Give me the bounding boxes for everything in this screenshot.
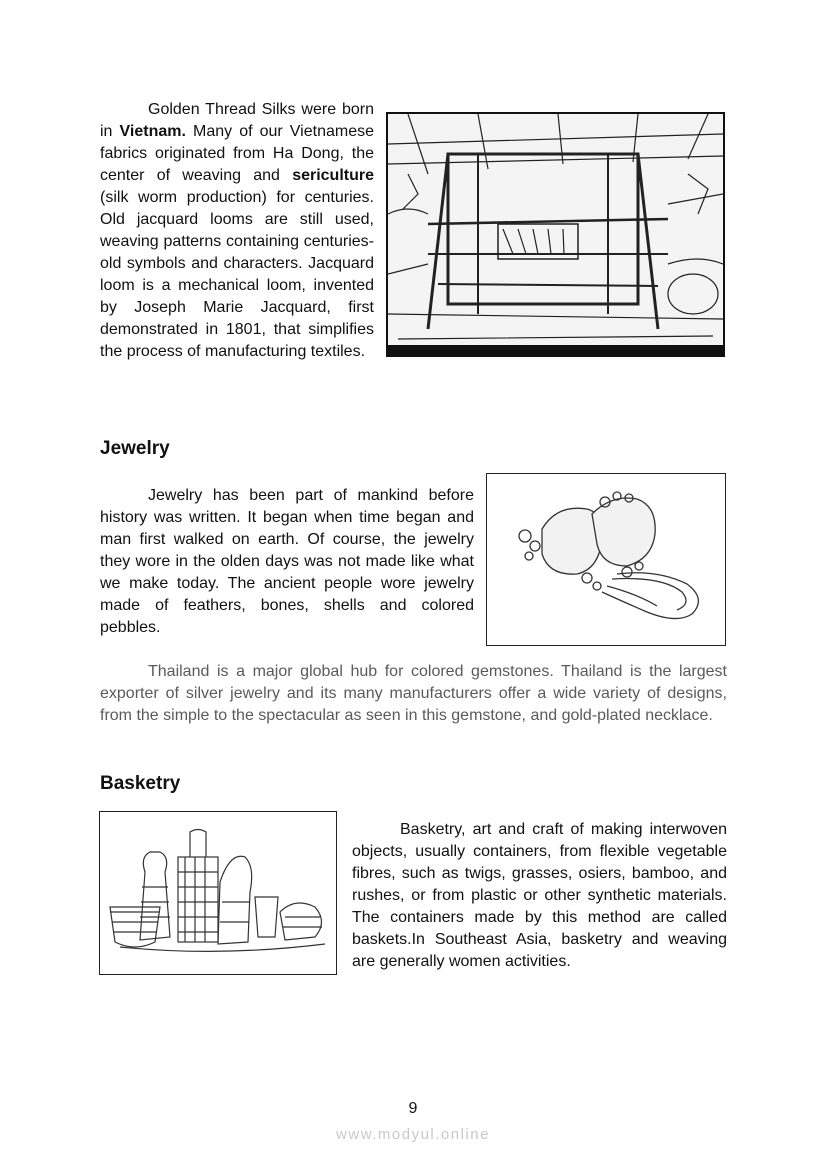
baskets-sketch [100,812,335,973]
jacquard-loom-image [386,112,725,357]
thailand-paragraph: Thailand is a major global hub for colored gemstones. Thailand is the largest exporter of silver jewelry and its many manufacturers offer a wide variety of designs, from the simple to the spectacular as seen in this gemstone, and gold-plated necklace. [100,663,727,724]
basketry-paragraph: Basketry, art and craft of making interwoven objects, usually containers, from flexible vegetable fibres, such as twigs, grasses, osiers, bamboo, and rushes, or from plastic or other synthetic materials. The containers made by this method are called baskets.In Southeast Asia, basketry and weaving are generally women activities. [352,821,727,970]
basketry-heading: Basketry [100,773,181,794]
jewelry-heading: Jewelry [100,438,170,459]
page-number: 9 [408,1100,418,1117]
vietnam-bold: Vietnam. [119,123,186,140]
gemstone-earring-image [486,473,726,646]
loom-sketch [388,114,723,355]
sericulture-bold: sericulture [292,167,374,184]
jewelry-paragraph: Jewelry has been part of mankind before history was written. It began when time began and man first walked on earth. Of course, the jewelry they wore in the olden days was not made like what we make today. The ancient people wore jewelry made of feathers, bones, shells and colored pebbles. [100,487,474,636]
baskets-image [99,811,337,975]
earring-sketch [487,474,724,644]
silk-paragraph: Golden Thread Silks were born in Vietnam. Many of our Vietnamese fabrics originated from Ha Dong, the center of weaving and sericulture (silk worm production) for centuries. Old jacquard looms are still used, weaving patterns containing centuries-old symbols and characters. Jacquard loom is a mechanical loom, invented by Joseph Marie Jacquard, first demonstrated in 1801, that simplifies the process of manufacturing textiles. [100,101,375,360]
watermark: www.modyul.online [336,1126,490,1143]
